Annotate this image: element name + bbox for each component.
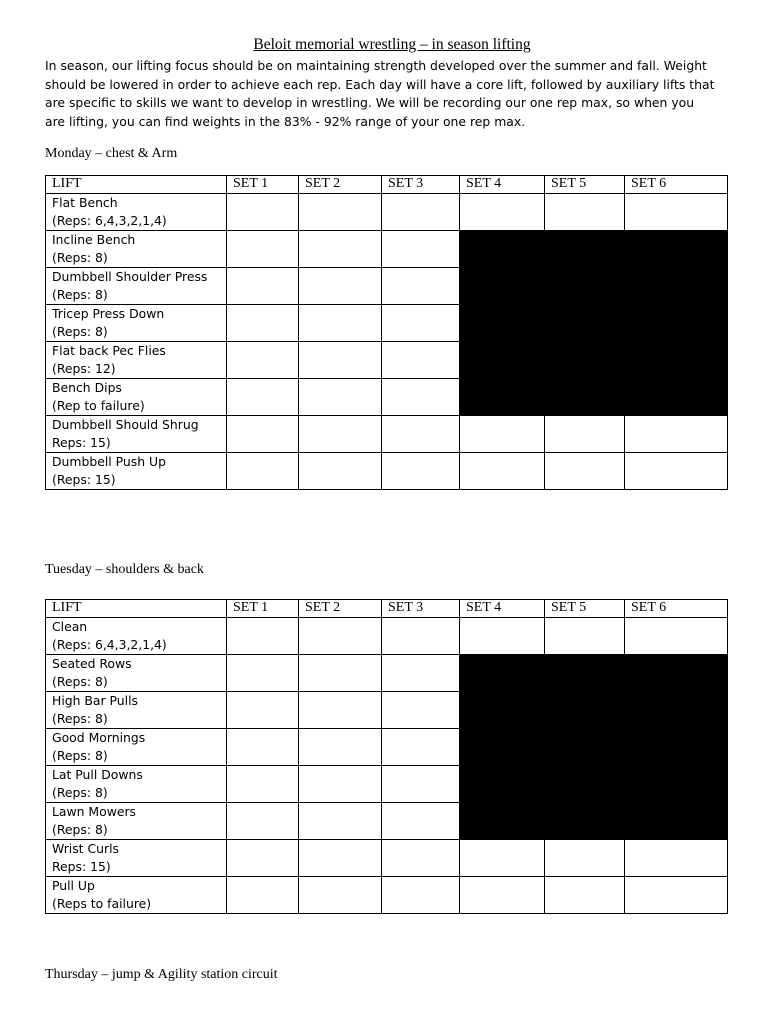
set-entry-cell [545, 416, 625, 453]
blocked-set-cell [460, 766, 545, 803]
monday-heading: Monday – chest & Arm [45, 146, 178, 161]
blocked-set-cell [545, 305, 625, 342]
blocked-set-cell [460, 268, 545, 305]
blocked-set-cell [460, 342, 545, 379]
table-row [46, 803, 728, 840]
intro-paragraph [45, 57, 735, 131]
set-entry-cell [545, 877, 625, 914]
lift-name: Clean [52, 619, 88, 634]
blocked-set-cell [460, 231, 545, 268]
lift-name-cell [46, 655, 227, 692]
set-entry-cell [227, 877, 299, 914]
set-column-header: SET 2 [299, 176, 382, 194]
set-entry-cell [227, 453, 299, 490]
set-entry-cell [382, 840, 460, 877]
lift-name: Incline Bench [52, 232, 136, 247]
lift-name: Dumbbell Shoulder Press [52, 269, 208, 284]
blocked-set-cell [460, 729, 545, 766]
set-entry-cell [625, 453, 728, 490]
set-entry-cell [299, 194, 382, 231]
set-entry-cell [227, 766, 299, 803]
set-entry-cell [227, 268, 299, 305]
set-entry-cell [382, 877, 460, 914]
set-entry-cell [460, 194, 545, 231]
set-entry-cell [545, 453, 625, 490]
set-column-header: SET 5 [545, 176, 625, 194]
set-entry-cell [299, 379, 382, 416]
lift-reps: (Reps: 15) [52, 472, 116, 487]
table-row [46, 877, 728, 914]
blocked-set-cell [545, 729, 625, 766]
blocked-set-cell [625, 766, 728, 803]
lift-name-cell [46, 618, 227, 655]
blocked-set-cell [625, 231, 728, 268]
set-entry-cell [382, 342, 460, 379]
blocked-set-cell [545, 379, 625, 416]
lift-name: Flat back Pec Flies [52, 343, 166, 358]
lift-reps: Reps: 15) [52, 435, 111, 450]
set-entry-cell [382, 729, 460, 766]
lift-name-cell [46, 194, 227, 231]
intro-line: In season, our lifting focus should be on maintaining strength developed over the summer and fall. Weight [45, 58, 707, 73]
table-row [46, 655, 728, 692]
table-row [46, 840, 728, 877]
lift-reps: (Reps: 6,4,3,2,1,4) [52, 213, 167, 228]
lift-name-cell [46, 840, 227, 877]
lift-name: Pull Up [52, 878, 95, 893]
table-row [46, 692, 728, 729]
table-row [46, 379, 728, 416]
lift-name-cell [46, 692, 227, 729]
lift-name: Flat Bench [52, 195, 118, 210]
lift-reps: (Reps: 8) [52, 748, 108, 763]
set-entry-cell [625, 194, 728, 231]
lift-name-cell [46, 268, 227, 305]
blocked-set-cell [460, 803, 545, 840]
table-header-row [46, 600, 728, 618]
table-row [46, 342, 728, 379]
set-entry-cell [299, 305, 382, 342]
set-entry-cell [227, 803, 299, 840]
lift-reps: (Reps: 8) [52, 674, 108, 689]
set-entry-cell [227, 305, 299, 342]
lift-name-cell [46, 416, 227, 453]
intro-line: are lifting, you can find weights in the 83% - 92% range of your one rep max. [45, 113, 526, 129]
table-header-row [46, 176, 728, 194]
thursday-heading: Thursday – jump & Agility station circuit [45, 967, 278, 982]
blocked-set-cell [545, 766, 625, 803]
set-entry-cell [299, 618, 382, 655]
set-entry-cell [460, 453, 545, 490]
set-entry-cell [460, 416, 545, 453]
table-row [46, 416, 728, 453]
lift-name-cell [46, 231, 227, 268]
set-entry-cell [299, 342, 382, 379]
set-entry-cell [299, 729, 382, 766]
blocked-set-cell [625, 655, 728, 692]
table-row [46, 453, 728, 490]
table-row [46, 729, 728, 766]
lift-reps: (Reps: 8) [52, 287, 108, 302]
blocked-set-cell [460, 379, 545, 416]
set-entry-cell [227, 729, 299, 766]
set-column-header: SET 6 [625, 176, 728, 194]
blocked-set-cell [625, 692, 728, 729]
blocked-set-cell [625, 268, 728, 305]
blocked-set-cell [625, 379, 728, 416]
set-column-header: SET 4 [460, 600, 545, 618]
set-entry-cell [299, 453, 382, 490]
set-entry-cell [382, 766, 460, 803]
set-column-header: SET 6 [625, 600, 728, 618]
set-entry-cell [382, 416, 460, 453]
blocked-set-cell [545, 342, 625, 379]
lift-reps: (Reps: 8) [52, 822, 108, 837]
set-entry-cell [460, 618, 545, 655]
blocked-set-cell [545, 803, 625, 840]
set-entry-cell [299, 840, 382, 877]
set-entry-cell [382, 231, 460, 268]
monday-lift-table [45, 175, 728, 490]
set-entry-cell [227, 692, 299, 729]
lift-name: Lawn Mowers [52, 804, 136, 819]
blocked-set-cell [625, 305, 728, 342]
table-row [46, 305, 728, 342]
lift-name-cell [46, 877, 227, 914]
table-row [46, 618, 728, 655]
lift-reps: (Rep to failure) [52, 398, 145, 413]
set-entry-cell [460, 840, 545, 877]
set-entry-cell [545, 840, 625, 877]
tuesday-lift-table [45, 599, 728, 914]
set-column-header: SET 3 [382, 600, 460, 618]
table-row [46, 194, 728, 231]
document-title: Beloit memorial wrestling – in season lifting [253, 36, 531, 53]
set-entry-cell [227, 379, 299, 416]
set-entry-cell [227, 618, 299, 655]
set-column-header: SET 2 [299, 600, 382, 618]
set-entry-cell [382, 803, 460, 840]
set-entry-cell [545, 618, 625, 655]
intro-line: should be lowered in order to achieve each rep. Each day will have a core lift, followed by auxiliary lifts that [45, 76, 715, 92]
lift-name-cell [46, 766, 227, 803]
set-entry-cell [545, 194, 625, 231]
blocked-set-cell [545, 655, 625, 692]
lift-name: Wrist Curls [52, 841, 119, 856]
lift-name-cell [46, 453, 227, 490]
set-entry-cell [382, 379, 460, 416]
tuesday-heading: Tuesday – shoulders & back [45, 562, 204, 577]
set-entry-cell [625, 877, 728, 914]
intro-line: are specific to skills we want to develop in wrestling. We will be recording our one rep max, so when you [45, 95, 695, 110]
set-entry-cell [382, 194, 460, 231]
lift-name: Dumbbell Should Shrug [52, 417, 199, 432]
table-row [46, 268, 728, 305]
blocked-set-cell [460, 655, 545, 692]
set-entry-cell [299, 416, 382, 453]
set-entry-cell [227, 231, 299, 268]
set-column-header: SET 1 [227, 600, 299, 618]
set-column-header: SET 1 [227, 176, 299, 194]
lift-reps: (Reps: 8) [52, 324, 108, 339]
blocked-set-cell [545, 231, 625, 268]
blocked-set-cell [545, 692, 625, 729]
set-entry-cell [625, 840, 728, 877]
set-column-header: SET 5 [545, 600, 625, 618]
set-entry-cell [382, 305, 460, 342]
set-column-header: SET 4 [460, 176, 545, 194]
table-row [46, 231, 728, 268]
set-entry-cell [299, 803, 382, 840]
set-entry-cell [625, 618, 728, 655]
blocked-set-cell [460, 305, 545, 342]
set-entry-cell [299, 268, 382, 305]
lift-reps: (Reps: 6,4,3,2,1,4) [52, 637, 167, 652]
lift-reps: (Reps: 8) [52, 250, 108, 265]
blocked-set-cell [625, 729, 728, 766]
lift-reps: (Reps to failure) [52, 896, 152, 911]
lift-name: High Bar Pulls [52, 693, 138, 708]
blocked-set-cell [625, 342, 728, 379]
lift-column-header: LIFT [46, 176, 227, 194]
set-entry-cell [299, 877, 382, 914]
set-entry-cell [382, 618, 460, 655]
set-entry-cell [227, 840, 299, 877]
lift-name: Dumbbell Push Up [52, 454, 166, 469]
set-entry-cell [227, 655, 299, 692]
lift-name: Lat Pull Downs [52, 767, 143, 782]
set-entry-cell [382, 268, 460, 305]
set-entry-cell [382, 453, 460, 490]
lift-reps: (Reps: 8) [52, 785, 108, 800]
lift-name-cell [46, 729, 227, 766]
set-entry-cell [382, 692, 460, 729]
lift-name: Tricep Press Down [52, 306, 165, 321]
set-entry-cell [227, 194, 299, 231]
set-entry-cell [227, 342, 299, 379]
lift-name-cell [46, 379, 227, 416]
lift-name: Seated Rows [52, 656, 132, 671]
blocked-set-cell [625, 803, 728, 840]
lift-name: Good Mornings [52, 730, 146, 745]
set-entry-cell [227, 416, 299, 453]
set-column-header: SET 3 [382, 176, 460, 194]
lift-name-cell [46, 803, 227, 840]
lift-name-cell [46, 305, 227, 342]
lift-name: Bench Dips [52, 380, 122, 395]
set-entry-cell [299, 692, 382, 729]
table-row [46, 766, 728, 803]
blocked-set-cell [545, 268, 625, 305]
lift-column-header: LIFT [46, 600, 227, 618]
set-entry-cell [460, 877, 545, 914]
set-entry-cell [299, 231, 382, 268]
set-entry-cell [382, 655, 460, 692]
set-entry-cell [299, 655, 382, 692]
lift-name-cell [46, 342, 227, 379]
set-entry-cell [299, 766, 382, 803]
lift-reps: (Reps: 12) [52, 361, 116, 376]
set-entry-cell [625, 416, 728, 453]
lift-reps: (Reps: 8) [52, 711, 108, 726]
blocked-set-cell [460, 692, 545, 729]
lift-reps: Reps: 15) [52, 859, 111, 874]
